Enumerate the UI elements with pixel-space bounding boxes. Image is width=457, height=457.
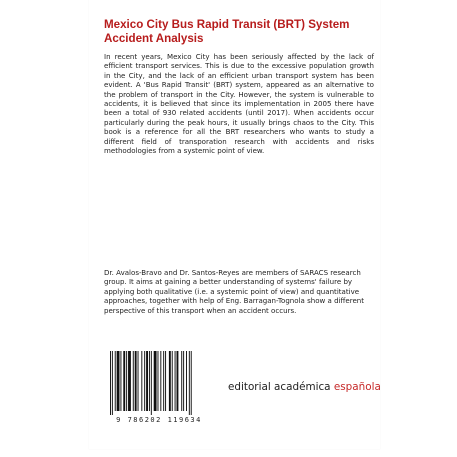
barcode-bar: [169, 351, 171, 411]
barcode-bar: [135, 351, 137, 411]
barcode-bar: [149, 351, 150, 411]
barcode-bar: [115, 351, 116, 411]
barcode-bar: [189, 351, 190, 415]
isbn-number: 9 786202 119634: [116, 416, 202, 424]
barcode-bar: [110, 351, 111, 415]
barcode-bar: [163, 351, 164, 411]
barcode-bar: [175, 351, 176, 411]
barcode-bar: [138, 351, 139, 411]
barcode-bar: [126, 351, 127, 411]
barcode-bar: [117, 351, 120, 411]
barcode-bar: [112, 351, 113, 415]
barcode-bar: [183, 351, 184, 411]
book-abstract: In recent years, Mexico City has been seriously affected by the lack of efficient transport services. This is due to the excessive population growth in the City, and the lack of an efficient urban transport system has been evident. A 'Bus Rapid Transit' (BRT) system, appeared as an alternative to the problem of transport in the City. However, the system is vulnerable to accidents, it is believed that since its implementation in 2005 there have been a total of 930 related accidents (until 2017). When accidents occur particularly during the peak hours, it usually brings chaos to the City. This book is a reference for all the BRT researchers who wants to study a different field of transporation research with accidents and risks methodologies from a systemic point of view.: [104, 52, 374, 156]
barcode-bar: [165, 351, 166, 411]
barcode-bar: [181, 351, 182, 411]
isbn-barcode: [104, 347, 214, 429]
barcode-bar: [120, 351, 121, 411]
publisher-name-accent: española: [333, 381, 381, 393]
barcode-bar: [123, 351, 125, 411]
barcode-bar: [133, 351, 134, 411]
publisher-name-main: editorial académica: [228, 381, 334, 393]
barcode-bar: [160, 351, 161, 411]
barcode-bar: [144, 351, 145, 411]
book-title: Mexico City Bus Rapid Transit (BRT) System Accident Analysis: [104, 18, 350, 45]
barcode-bar: [191, 351, 192, 415]
barcode-bar: [146, 351, 148, 411]
barcode-bar: [141, 351, 142, 411]
barcode-bar: [151, 351, 152, 415]
barcode-bar: [128, 351, 131, 411]
barcode-bar: [154, 351, 157, 411]
authors-note: Dr. Avalos-Bravo and Dr. Santos-Reyes are members of SARACS research group. It aims at gaining a better understanding of systems' failure by applying both qualitative (i.e. a systemic point of view) and quantitative approaches, together with help of Eng. Barragan-Tognola show a different perspective of this transport when an accident occurs.: [104, 268, 365, 315]
barcode-bars: [104, 347, 214, 415]
barcode-bar: [172, 351, 173, 411]
barcode-bar: [186, 351, 187, 411]
publisher-name: [228, 381, 381, 393]
barcode-bar: [177, 351, 179, 411]
barcode-bar: [158, 351, 159, 411]
